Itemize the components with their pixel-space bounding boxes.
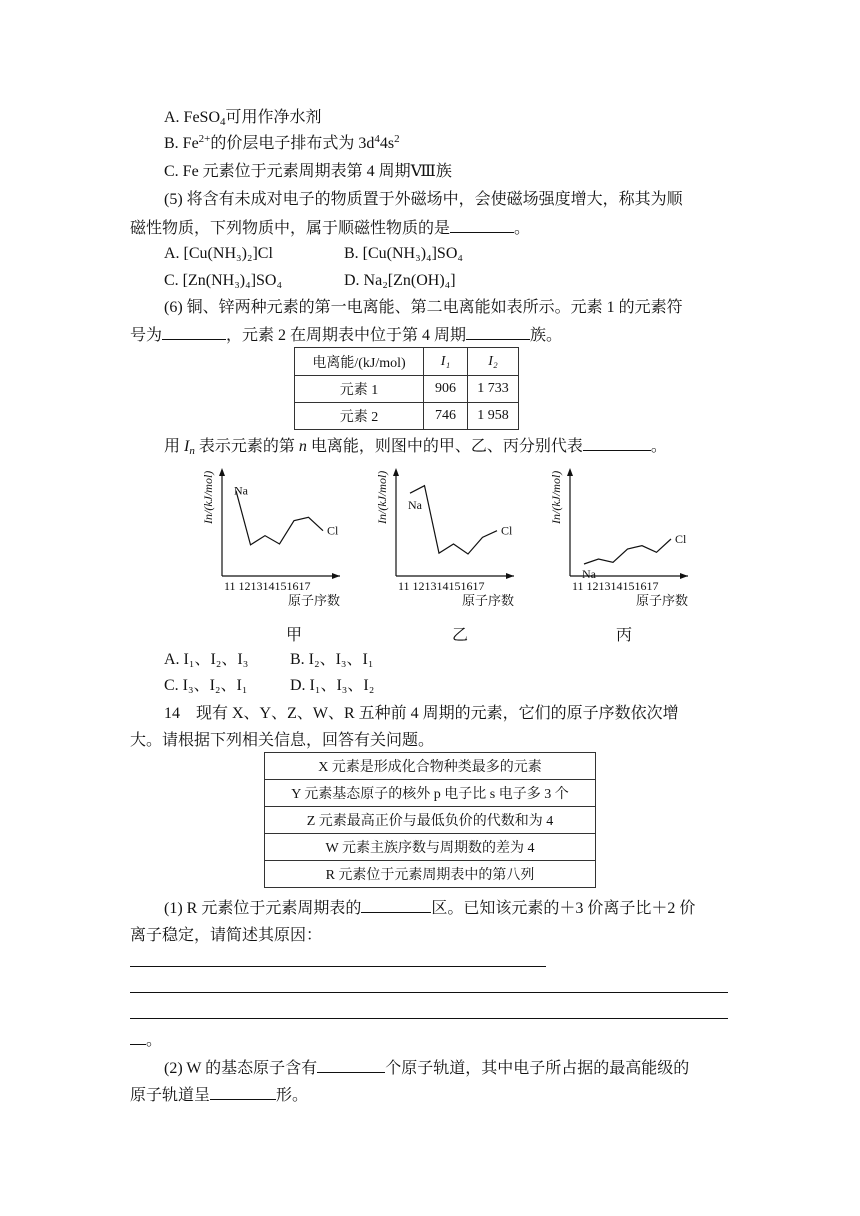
start-label: Na (582, 567, 596, 581)
q6-text-line3: 用 $I_n$ 表示元素的第 n 电离能，则图中的甲、乙、丙分别代表 。 (164, 438, 667, 457)
chart-caption-bing: 丙 (616, 625, 633, 644)
table-row: Z 元素最高正价与最低负价的代数和为 4 (265, 807, 596, 834)
y-axis-label: In/(kJ/mol) (201, 470, 215, 524)
table-row: R 元素位于元素周期表中的第八列 (265, 861, 596, 888)
answer-blank[interactable] (466, 325, 530, 340)
end-label: Cl (675, 532, 687, 546)
y-axis-arrow (393, 468, 399, 476)
x-tick-labels: 11 121314151617 (224, 579, 311, 593)
start-label: Na (408, 498, 422, 513)
q5-option-d: D. Na₂[Zn(OH)₄] (344, 272, 456, 289)
chart-caption-yi: 乙 (452, 625, 469, 644)
q5-option-a: A. [Cu(NH₃)₂]Cl (164, 245, 273, 262)
q14-2-line1: (2) W 的基态原子含有 个原子轨道，其中电子所占据的最高能级的 (164, 1060, 690, 1077)
q6-text-line1: (6) 铜、锌两种元素的第一电离能、第二电离能如表所示。元素 1 的元素符 (164, 299, 683, 316)
x-axis-arrow (332, 573, 340, 579)
start-label: Na (234, 483, 248, 498)
q14-1-line2: 离子稳定，请简述其原因： (130, 927, 323, 944)
q5-text-line2: 磁性物质，下列物质中，属于顺磁性物质的是 。 (130, 220, 531, 237)
option-b: B. $Fe^{2+}$的价层电子排布式为 $3d^44s^2$ (164, 133, 400, 152)
y-axis-arrow (219, 468, 225, 476)
q14-text-line1: 14 现有 X、Y、Z、W、R 五种前 4 周期的元素，它们的原子序数依次增 (164, 705, 679, 722)
table-cell: 1 958 (468, 403, 519, 430)
answer-blank[interactable] (317, 1058, 385, 1073)
q14-1-line1: (1) R 元素位于元素周期表的 区。已知该元素的＋3 价离子比＋2 价 (164, 900, 696, 917)
table-cell: 746 (424, 403, 468, 430)
q5-option-b: B. [Cu(NH₃)₄]SO₄ (344, 245, 463, 262)
answer-line[interactable] (130, 992, 728, 993)
table-cell: 元素 1 (295, 376, 424, 403)
x-axis-arrow (506, 573, 514, 579)
option-c: C. Fe 元素位于元素周期表第 4 周期Ⅷ族 (164, 163, 452, 180)
chart-caption-jia: 甲 (286, 625, 303, 644)
q5-option-c: C. [Zn(NH₃)₄]SO₄ (164, 272, 283, 289)
ionization-table (294, 347, 519, 430)
x-tick-labels: 11 121314151617 (572, 579, 659, 593)
table-row: W 元素主族序数与周期数的差为 4 (265, 834, 596, 861)
y-axis-label: In/(kJ/mol) (375, 470, 389, 524)
ionization-charts (0, 462, 860, 662)
info-table (264, 752, 596, 888)
answer-blank[interactable] (450, 218, 514, 233)
q5-text-line1: (5) 将含有未成对电子的物质置于外磁场中，会使磁场强度增大，称其为顺 (164, 191, 683, 208)
answer-line[interactable] (130, 1018, 728, 1019)
answer-line[interactable] (130, 966, 546, 967)
y-axis-arrow (567, 468, 573, 476)
table-cell: 1 733 (468, 376, 519, 403)
series-line (410, 486, 497, 554)
series-line (236, 491, 323, 545)
x-axis-arrow (680, 573, 688, 579)
answer-blank[interactable] (361, 898, 431, 913)
x-tick-labels: 11 121314151617 (398, 579, 485, 593)
table-header: 电离能/(kJ/mol) (295, 348, 424, 376)
answer-blank[interactable] (162, 325, 226, 340)
series-line (584, 539, 671, 564)
y-axis-label: In/(kJ/mol) (549, 470, 563, 524)
q6-option-b: B. I₂、I₃、I₁ (290, 651, 374, 668)
table-header: I₁ (424, 348, 468, 376)
end-label: Cl (327, 523, 339, 538)
table-cell: 906 (424, 376, 468, 403)
x-axis-label: 原子序数 (636, 593, 689, 608)
table-row: Y 元素基态原子的核外 p 电子比 s 电子多 3 个 (265, 780, 596, 807)
table-header: I₂ (468, 348, 519, 376)
q6-option-d: D. I₁、I₃、I₂ (290, 677, 375, 694)
answer-blank[interactable] (583, 436, 651, 451)
end-label: Cl (501, 523, 513, 538)
q6-option-c: C. I₃、I₂、I₁ (164, 677, 248, 694)
answer-blank[interactable] (130, 1030, 146, 1045)
q14-1-end: 。 (130, 1030, 162, 1051)
answer-blank[interactable] (210, 1085, 276, 1100)
option-a: A. FeSO$_4$可用作净水剂 (164, 109, 322, 128)
q14-2-line2: 原子轨道呈 形。 (130, 1087, 309, 1104)
x-axis-label: 原子序数 (462, 593, 515, 608)
table-row: X 元素是形成化合物种类最多的元素 (265, 753, 596, 780)
q6-text-line2: 号为 ，元素 2 在周期表中位于第 4 周期 族。 (130, 327, 563, 344)
q6-option-a: A. I₁、I₂、I₃ (164, 651, 249, 668)
table-cell: 元素 2 (295, 403, 424, 430)
x-axis-label: 原子序数 (288, 593, 341, 608)
q14-text-line2: 大。请根据下列相关信息，回答有关问题。 (130, 732, 435, 749)
